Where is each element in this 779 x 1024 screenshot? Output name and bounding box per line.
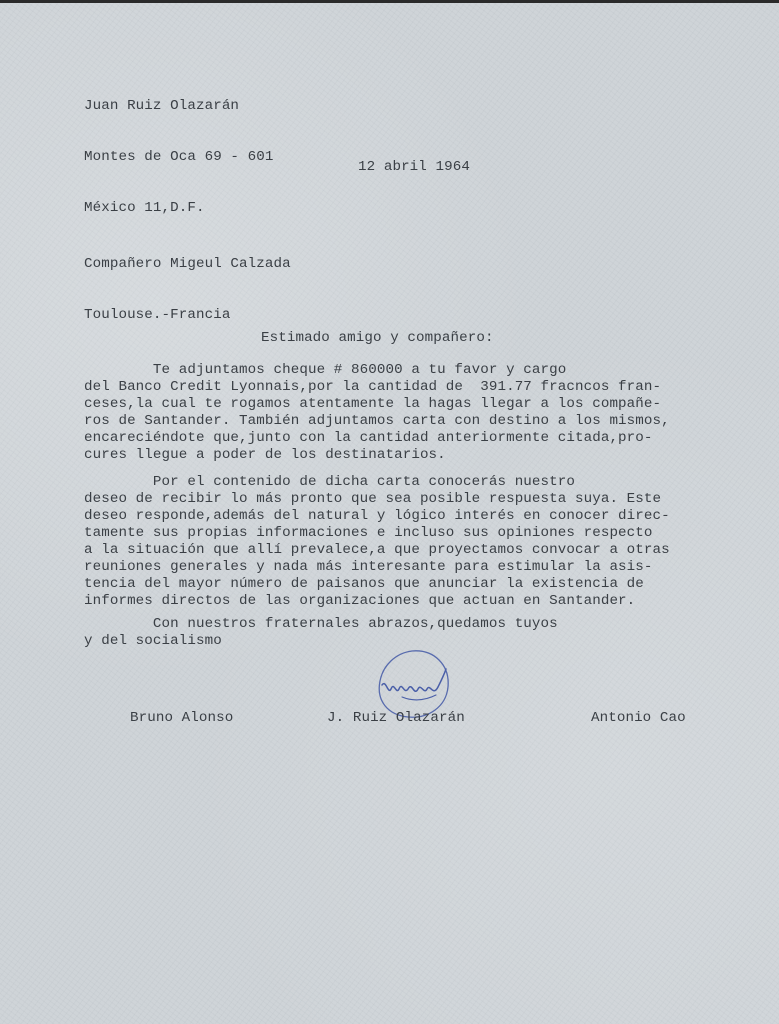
closing-paragraph: Con nuestros fraternales abrazos,quedamos tuyos y del socialismo xyxy=(84,616,558,649)
salutation: Estimado amigo y compañero: xyxy=(261,330,494,346)
sender-street: Montes de Oca 69 - 601 xyxy=(84,149,274,165)
signatory-right: Antonio Cao xyxy=(591,710,686,726)
scan-top-edge xyxy=(0,0,779,3)
body-paragraph-2: Por el contenido de dicha carta conocerás nuestro deseo de recibir lo más pronto que sea posible respuesta suya. Este deseo responde,además del natural y lógico interés en conocer direc- tamente sus propias informaciones e incluso sus opiniones respecto a la situación que allí prevalece,a que proyectamos convocar a otras reuniones generales y nada más interesante para estimular la asis- tencia del mayor número de paisanos que anunciar la existencia de informes directos de las organizaciones que actuan en Santander. xyxy=(84,474,670,609)
recipient-place: Toulouse.-Francia xyxy=(84,307,231,323)
sender-name: Juan Ruiz Olazarán xyxy=(84,98,240,114)
recipient-name: Compañero Migeul Calzada xyxy=(84,256,291,272)
sender-city: México 11,D.F. xyxy=(84,200,205,216)
letter-date: 12 abril 1964 xyxy=(358,159,470,175)
signatory-center: J. Ruiz Olazarán xyxy=(327,710,465,726)
body-paragraph-1: Te adjuntamos cheque # 860000 a tu favor y cargo del Banco Credit Lyonnais,por la cantidad de 391.77 fracncos fran- ceses,la cual te rogamos atentamente la hagas llegar a los compañe- ros de Santander. También adjuntamos carta con destino a los mismos, encareciéndote que,junto con la cantidad anteriormente citada,pro- cures llegue a poder de los destinatarios. xyxy=(84,362,670,463)
signatory-left: Bruno Alonso xyxy=(130,710,234,726)
recipient-block xyxy=(84,222,291,358)
